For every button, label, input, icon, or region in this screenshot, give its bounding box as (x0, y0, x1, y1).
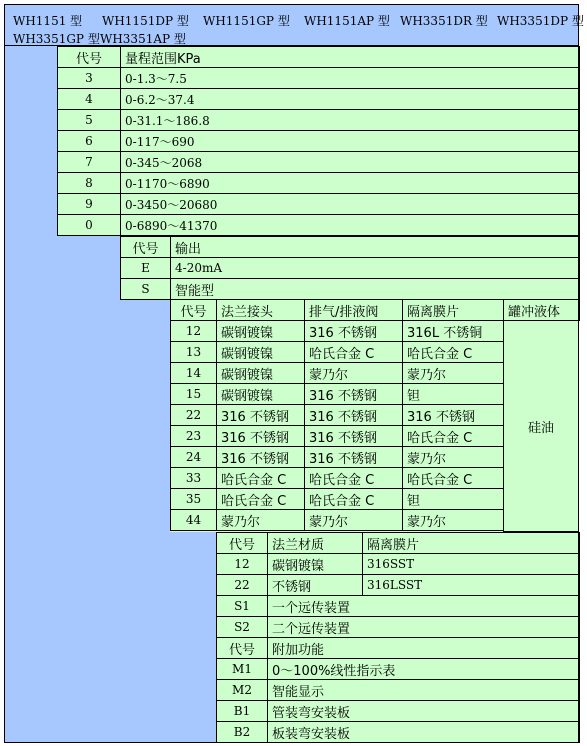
material-value: 316 不锈钢 (304, 404, 403, 426)
range-value: 0-1170～6890 (120, 172, 580, 194)
material-value: 蒙乃尔 (402, 446, 504, 468)
output-value: 4-20mA (170, 257, 580, 279)
extra-value: 管装弯安装板 (267, 700, 580, 722)
range-code: 3 (57, 67, 121, 89)
extra-code: B1 (216, 700, 268, 722)
material-value: 碳钢镀镍 (216, 341, 305, 363)
material-header: 隔离膜片 (402, 299, 504, 321)
material-value: 316 不锈钢 (402, 404, 504, 426)
range-value: 0-1.3～7.5 (120, 67, 580, 89)
material-value: 碳钢镀镍 (216, 383, 305, 405)
flange-value: 不锈钢 (267, 574, 363, 596)
material-value: 蒙乃尔 (304, 362, 403, 384)
material-value: 哈氏合金 C (402, 467, 504, 489)
model-label: WH1151GP 型 (203, 14, 290, 28)
material-header: 排气/排液阀 (304, 299, 403, 321)
range-value: 0-345～2068 (120, 151, 580, 173)
output-value-header: 输出 (170, 236, 580, 258)
material-value: 碳钢镀镍 (216, 320, 305, 342)
material-value: 316 不锈钢 (304, 446, 403, 468)
remote-value: 二个远传装置 (267, 616, 580, 638)
material-header: 法兰接头 (216, 299, 305, 321)
extra-code: B2 (216, 721, 268, 743)
material-value: 蒙乃尔 (402, 362, 504, 384)
flange-value: 碳钢镀镍 (267, 553, 363, 575)
material-value: 316 不锈钢 (216, 446, 305, 468)
stair-step (57, 236, 120, 742)
material-code: 14 (170, 362, 217, 384)
range-code: 6 (57, 130, 121, 152)
model-label: WH1151 型 (13, 14, 83, 28)
range-code: 7 (57, 151, 121, 173)
extra-value: 0～100%线性指示表 (267, 658, 580, 680)
material-code: 33 (170, 467, 217, 489)
material-value: 哈氏合金 C (304, 341, 403, 363)
range-value: 0-3450～20680 (120, 193, 580, 215)
range-value: 0-6.2～37.4 (120, 88, 580, 110)
material-value: 钽 (402, 488, 504, 510)
extra-value: 智能显示 (267, 679, 580, 701)
extra-code: M1 (216, 658, 268, 680)
material-value: 316 不锈钢 (304, 320, 403, 342)
material-header: 代号 (170, 299, 217, 321)
model-label: WH1151DP 型 (102, 14, 189, 28)
material-value: 316 不锈钢 (216, 404, 305, 426)
material-code: 35 (170, 488, 217, 510)
flange-header: 法兰材质 (267, 532, 363, 554)
material-value: 蒙乃尔 (304, 509, 403, 531)
flange-code: 22 (216, 574, 268, 596)
remote-code: S1 (216, 595, 268, 617)
remote-code: S2 (216, 616, 268, 638)
extra-code-header: 代号 (216, 637, 268, 659)
model-label: WH1151AP 型 (304, 14, 390, 28)
flange-code: 12 (216, 553, 268, 575)
stair-step (5, 46, 57, 742)
material-header: 罐冲液体 (503, 299, 580, 321)
material-code: 23 (170, 425, 217, 447)
model-label: WH3351DR 型 (400, 14, 488, 28)
extra-value-header: 附加功能 (267, 637, 580, 659)
material-code: 24 (170, 446, 217, 468)
material-value: 哈氏合金 C (402, 425, 504, 447)
range-code-header: 代号 (57, 46, 121, 68)
flange-value: 316SST (362, 553, 580, 575)
material-value: 蒙乃尔 (216, 509, 305, 531)
material-value: 316 不锈钢 (304, 383, 403, 405)
material-value: 蒙乃尔 (402, 509, 504, 531)
stair-step (120, 299, 170, 742)
extra-value: 板装弯安装板 (267, 721, 580, 743)
range-code: 9 (57, 193, 121, 215)
output-code: S (120, 278, 171, 300)
material-value: 316 不锈钢 (304, 425, 403, 447)
flange-header: 隔离膜片 (362, 532, 580, 554)
model-label: WH3351GP 型 (13, 32, 100, 46)
range-value: 0-6890～41370 (120, 214, 580, 236)
range-value: 0-31.1～186.8 (120, 109, 580, 131)
model-label: WH3351DP 型 (497, 14, 584, 28)
flange-value: 316LSST (362, 574, 580, 596)
stair-step (170, 532, 216, 742)
extra-code: M2 (216, 679, 268, 701)
remote-value: 一个远传装置 (267, 595, 580, 617)
material-code: 12 (170, 320, 217, 342)
output-value: 智能型 (170, 278, 580, 300)
range-code: 4 (57, 88, 121, 110)
material-value: 316 不锈钢 (216, 425, 305, 447)
range-value-header: 量程范围KPa (120, 46, 580, 68)
range-code: 5 (57, 109, 121, 131)
material-code: 44 (170, 509, 217, 531)
output-code: E (120, 257, 171, 279)
material-value: 哈氏合金 C (402, 341, 504, 363)
material-value: 316L 不锈铜 (402, 320, 504, 342)
fill-fluid-cell: 硅油 (503, 320, 579, 532)
material-value: 钽 (402, 383, 504, 405)
material-code: 13 (170, 341, 217, 363)
material-code: 15 (170, 383, 217, 405)
model-header (5, 5, 584, 46)
material-value: 碳钢镀镍 (216, 362, 305, 384)
material-value: 哈氏合金 C (304, 467, 403, 489)
range-code: 8 (57, 172, 121, 194)
material-code: 22 (170, 404, 217, 426)
model-label: WH3351AP 型 (100, 32, 186, 46)
flange-header: 代号 (216, 532, 268, 554)
material-value: 哈氏合金 C (304, 488, 403, 510)
material-value: 哈氏合金 C (216, 467, 305, 489)
range-value: 0-117～690 (120, 130, 580, 152)
material-value: 哈氏合金 C (216, 488, 305, 510)
range-code: 0 (57, 214, 121, 236)
output-code-header: 代号 (120, 236, 171, 258)
